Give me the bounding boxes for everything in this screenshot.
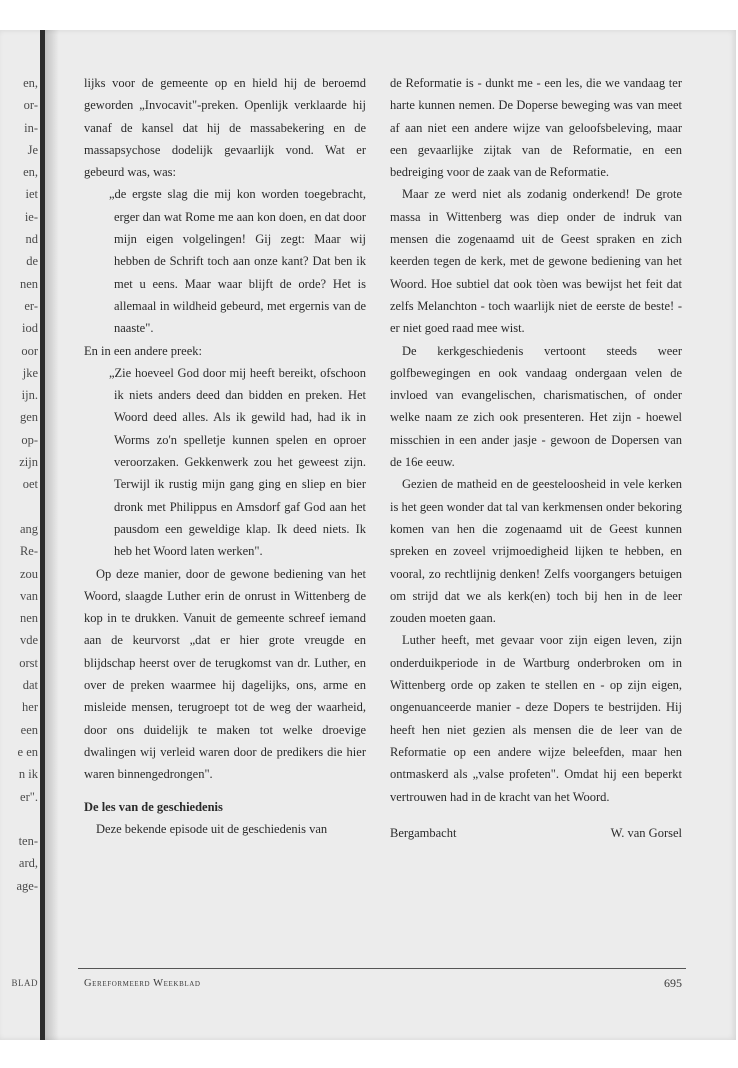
prev-line-fragment: ijn.: [21, 388, 38, 403]
prev-line-fragment: zou: [19, 566, 38, 581]
prev-line-fragment: dat: [22, 678, 38, 693]
prev-line-fragment: en,: [23, 165, 38, 180]
paragraph: Gezien de matheid en de geesteloosheid in vele kerken is het geen wonder dat tal van kerkmensen onder bekoring komen van hen die zogenaamd uit de Geest kunnen spreken en zoveel vrijmoedigheid lijken te hebben, en vooral, zo rechtlijnig denken! Zelfs voorgangers betuigen om strijd dat we als kerk(en) toch bij hen in de leer zouden moeten gaan.: [390, 477, 682, 626]
prev-line-fragment: n ik: [18, 767, 38, 782]
prev-line-fragment: zijn: [19, 455, 38, 470]
prev-line-fragment: en,: [23, 76, 38, 90]
previous-page-footer: BLAD: [11, 978, 38, 988]
left-column: [84, 72, 366, 840]
prev-line-fragment: ten-: [18, 834, 38, 849]
paragraph: En in een andere preek:: [84, 343, 202, 358]
prev-line-fragment: nen: [19, 276, 38, 291]
page-number: 695: [664, 976, 682, 990]
prev-line-fragment: gen: [19, 410, 38, 425]
prev-line-fragment: de: [26, 254, 38, 269]
prev-line-fragment: jke: [22, 365, 38, 380]
paragraph: de Reformatie is - dunkt me - een les, die we vandaag ter harte kunnen nemen. De Doperse beweging was van meet af aan niet een andere wijze van geloofsbeleving, maar een gevaarlijke zijtak van de Reformatie, en een bedreiging voor de zaak van de Reformatie.: [390, 76, 682, 180]
paragraph: lijks voor de gemeente op en hield hij de beroemd geworden „Invocavit"-preken. Openlijk verklaarde hij vanaf de kansel dat hij de massabekering en de massapsychose dodelijk gevaarlijk vond. Wat er gebeurd was, was:: [84, 76, 366, 180]
prev-line-fragment: op-: [21, 432, 38, 447]
right-column: [390, 72, 682, 844]
prev-line-fragment: nen: [19, 611, 38, 626]
previous-page-fragment: [0, 72, 38, 897]
block-quote: „de ergste slag die mij kon worden toegebracht, erger dan wat Rome me aan kon doen, en dat door mijn eigen volgelingen! Gij zegt: Maar wij hebben de Schrift toch aan onze kant? Dat ben ik met u eens. Maar waar blijft de orde? Het is allemaal in wildheid gebeurd, met ergernis van de naaste".: [109, 187, 366, 336]
prev-line-fragment: ang: [19, 521, 38, 536]
paragraph: Luther heeft, met gevaar voor zijn eigen leven, zijn onderduikperiode in de Wartburg onderbroken om in Wittenberg orde op zaken te stellen en - op zijn eigen, ongenuanceerde manier - deze Dopers te bestrijden. Hij heeft hen niet gezien als mensen die de leer van de Reformatie op een andere wijze beleefden, maar hen ontmaskerd als „valse profeten". Omdat hij een beperkt vertrouwen had in de kracht van het Woord.: [390, 633, 682, 804]
prev-line-fragment: her: [22, 700, 38, 715]
paragraph: Deze bekende episode uit de geschiedenis van: [96, 821, 328, 836]
prev-line-fragment: er-: [24, 298, 38, 313]
prev-line-fragment: e en: [17, 744, 38, 759]
prev-line-fragment: orst: [19, 655, 38, 670]
gutter-shadow: [45, 30, 59, 1040]
prev-line-fragment: van: [19, 588, 38, 603]
block-quote: „Zie hoeveel God door mij heeft bereikt, ofschoon ik niets anders deed dan bidden en preken. Het Woord deed alles. Als ik gewild had, had ik in Worms zo'n spelletje kunnen spelen en oproer veroorzaken. Gekkenwerk zou het geweest zijn. Terwijl ik rustig mijn gang ging en sliep en bier dronk met Philippus en Amsdorf gaf God aan het pausdom een geweldige klap. Ik deed niets. Ik heb het Woord laten werken".: [109, 365, 366, 559]
footer-rule: [78, 968, 686, 969]
prev-line-fragment: iet: [25, 187, 38, 202]
signature-place: Bergambacht: [390, 825, 457, 840]
signature: [390, 822, 682, 844]
section-heading: De les van de geschiedenis: [84, 799, 223, 814]
prev-line-fragment: ie-: [24, 209, 38, 224]
prev-line-fragment: or-: [23, 98, 38, 113]
prev-line-fragment: nd: [25, 232, 38, 247]
prev-line-fragment: Re-: [19, 544, 38, 559]
prev-line-fragment: vde: [19, 633, 38, 648]
prev-line-fragment: oet: [22, 477, 38, 492]
prev-line-fragment: ard,: [18, 856, 38, 871]
prev-line-fragment: [0, 808, 38, 830]
signature-author: W. van Gorsel: [610, 825, 682, 840]
prev-line-fragment: er".: [20, 789, 38, 804]
prev-line-fragment: een: [20, 722, 38, 737]
prev-line-fragment: iod: [22, 321, 38, 336]
prev-line-fragment: oor: [21, 343, 38, 358]
paragraph: Maar ze werd niet als zodanig onderkend! De grote massa in Wittenberg was diep onder de indruk van mensen die zogenaamd uit de Geest spraken en zich keerden tegen de kerk, met de gewone bediening van het Woord. Hoe subtiel dat ook tòen was bewijst het feit dat zelfs Melanchton - toch waarlijk niet de eerste de beste! - er niet goed raad mee wist.: [390, 187, 682, 336]
prev-line-fragment: age-: [16, 878, 38, 893]
prev-line-fragment: [0, 496, 38, 518]
prev-line-fragment: Je: [27, 142, 38, 157]
publication-name: Gereformeerd Weekblad: [84, 978, 201, 989]
prev-line-fragment: in-: [24, 120, 38, 135]
paragraph: De kerkgeschiedenis vertoont steeds weer golfbewegingen en ook vandaag ondergaan velen de invloed van evangelischen, charismatischen, of onder welke naam ze zich ook presenteren. Het zijn - hoewel misschien in een ander jasje - gewoon de Dopersen van de 16e eeuw.: [390, 343, 682, 470]
paragraph: Op deze manier, door de gewone bediening van het Woord, slaagde Luther erin de onrust in Wittenberg de kop in te drukken. Vanuit de gemeente schreef iemand aan de keurvorst „dat er hier grote vreugde en blijdschap heerst over de terugkomst van dr. Luther, en over de preken waarmee hij dagelijks, ons, arme en misleide mensen, terugroept tot de weg der waarheid, door ons duidelijk te maken tot welke droevige dwalingen wij verleid waren door de predikers die hier waren binnengedrongen".: [84, 566, 366, 782]
